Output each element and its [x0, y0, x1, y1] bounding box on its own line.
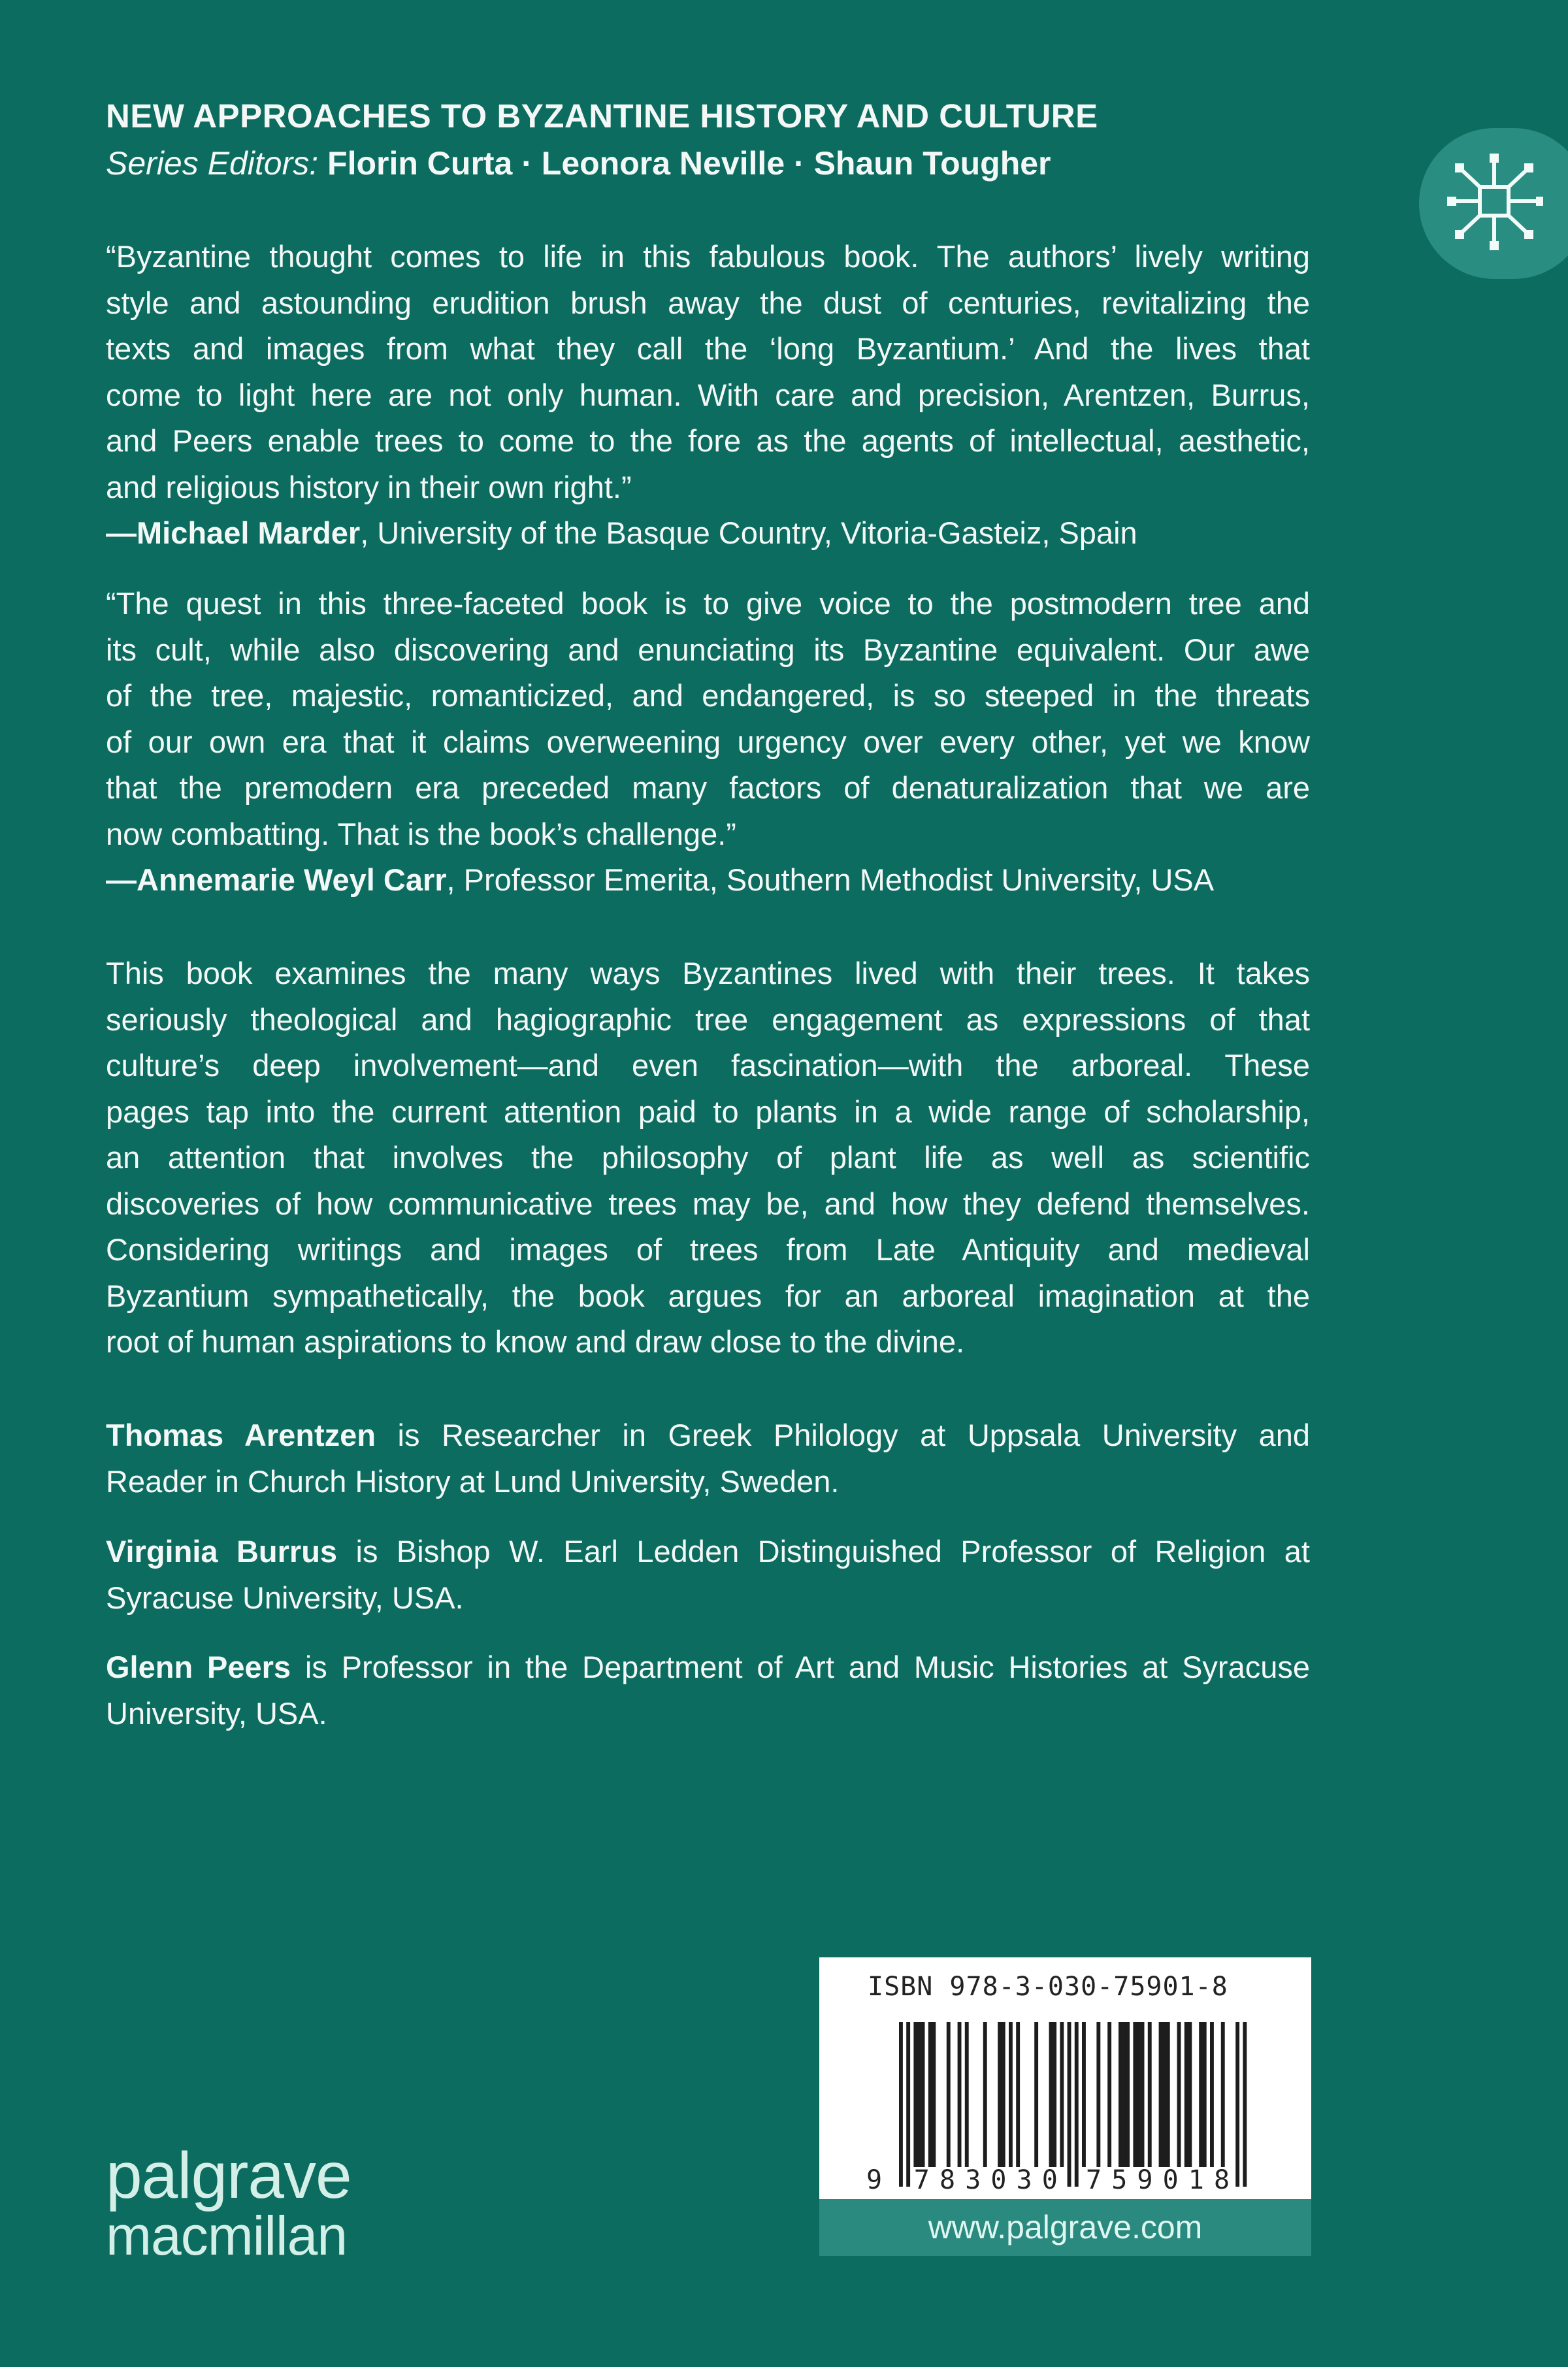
isbn-barcode	[819, 1957, 1311, 2199]
quote-line: texts and images from what they call the ‘long Byzantium.’ And the lives that	[106, 331, 1310, 366]
quote-line: that the premodern era preceded many factors of denaturalization that we are	[106, 770, 1310, 805]
quote-line: and Peers enable trees to come to the fore as the agents of intellectual, aesthetic,	[106, 423, 1310, 458]
description-line: culture’s deep involvement—and even fascination—with the arboreal. These	[106, 1048, 1310, 1083]
series-editors-names: Florin Curta · Leonora Neville · Shaun Tougher	[327, 145, 1051, 182]
bio-line: University, USA.	[106, 1695, 327, 1731]
author-name: Virginia Burrus	[106, 1534, 338, 1569]
author-name: Glenn Peers	[106, 1650, 291, 1684]
description-line: seriously theological and hagiographic tree engagement as expressions of that	[106, 1002, 1310, 1037]
barcode-bar	[998, 2022, 1002, 2167]
barcode-bar	[1199, 2022, 1203, 2167]
quote-line: and religious history in their own right.”	[106, 469, 632, 504]
description-line: pages tap into the current attention paid to plants in a wide range of scholarship,	[106, 1094, 1310, 1129]
barcode-bar	[1177, 2022, 1181, 2167]
series-editors-label: Series Editors:	[106, 145, 319, 182]
description-line: root of human aspirations to know and draw close to the divine.	[106, 1324, 965, 1359]
quote-attribution	[106, 510, 1310, 557]
barcode-digit: 8	[939, 2165, 956, 2195]
quote-attribution	[106, 857, 1310, 904]
quote-line: now combatting. That is the book’s challenge.”	[106, 816, 736, 851]
barcode-digit: 7	[913, 2165, 930, 2195]
review-quote-marder	[106, 234, 1310, 557]
attribution-affiliation: , Professor Emerita, Southern Methodist University, USA	[446, 862, 1215, 897]
bio-line	[106, 1412, 1310, 1459]
barcode-bar	[1148, 2022, 1152, 2167]
series-tab	[1419, 128, 1568, 279]
barcode-bar	[1243, 2022, 1247, 2187]
attribution-affiliation: , University of the Basque Country, Vitoria-Gasteiz, Spain	[360, 515, 1137, 550]
barcode-digit: 0	[1041, 2165, 1058, 2195]
barcode-digit: 3	[1016, 2165, 1032, 2195]
barcode-digit: 5	[1111, 2165, 1128, 2195]
description-line: Considering writings and images of trees from Late Antiquity and medieval	[106, 1232, 1310, 1267]
description-line: This book examines the many ways Byzantines lived with their trees. It takes	[106, 956, 1310, 990]
barcode-bar	[1082, 2022, 1086, 2167]
quote-line: of the tree, majestic, romanticized, and endangered, is so steeped in the threats	[106, 678, 1310, 713]
author-name: Thomas Arentzen	[106, 1418, 376, 1452]
barcode-bar	[1221, 2022, 1225, 2167]
barcode-bar	[1159, 2022, 1163, 2167]
barcode-bar	[1126, 2022, 1130, 2167]
barcode-bar	[1137, 2022, 1141, 2167]
barcode-bar	[1162, 2022, 1166, 2167]
description-line: Byzantium sympathetically, the book argues for an arboreal imagination at the	[106, 1278, 1310, 1313]
barcode-bar	[1203, 2022, 1207, 2167]
logo-palgrave: palgrave	[106, 2139, 351, 2212]
barcode-bar	[1016, 2022, 1020, 2167]
barcode-bar	[1009, 2022, 1013, 2167]
barcode-bar	[899, 2022, 903, 2187]
barcode-digit: 0	[1162, 2165, 1179, 2195]
series-title: NEW APPROACHES TO BYZANTINE HISTORY AND CULTURE	[106, 97, 1098, 135]
barcode-digit: 7	[1086, 2165, 1102, 2195]
publisher-url-band	[819, 2199, 1311, 2256]
author-bio-arentzen	[106, 1412, 1310, 1505]
barcode-bar	[1096, 2022, 1100, 2167]
author-bio-burrus	[106, 1529, 1310, 1621]
attribution-name: —Annemarie Weyl Carr	[106, 862, 447, 897]
barcode-bar	[958, 2022, 962, 2167]
quote-line: come to light here are not only human. With care and precision, Arentzen, Burrus,	[106, 377, 1310, 412]
barcode-bar	[947, 2022, 951, 2167]
barcode-bar	[906, 2022, 910, 2187]
barcode-bar	[917, 2022, 921, 2167]
description-line: discoveries of how communicative trees may be, and how they defend themselves.	[106, 1186, 1310, 1221]
barcode-digit: 3	[965, 2165, 981, 2195]
barcode-bar	[1068, 2022, 1071, 2187]
barcode-bar	[1235, 2022, 1239, 2187]
barcode-bar	[1184, 2022, 1188, 2167]
barcode-bars	[819, 1957, 1311, 2199]
quote-line: its cult, while also discovering and enunciating its Byzantine equivalent. Our awe	[106, 632, 1310, 667]
author-bio-peers	[106, 1644, 1310, 1737]
barcode-digit: 0	[990, 2165, 1007, 2195]
barcode-bar	[1049, 2022, 1053, 2167]
bio-text: is Bishop W. Earl Ledden Distinguished Professor of Religion at	[337, 1534, 1310, 1569]
attribution-name: —Michael Marder	[106, 515, 361, 550]
barcode-bar	[1060, 2022, 1064, 2167]
network-node-icon	[1445, 151, 1543, 255]
bio-text: is Researcher in Greek Philology at Uppsala University and	[376, 1418, 1311, 1452]
barcode-bar	[932, 2022, 936, 2167]
bio-line: Syracuse University, USA.	[106, 1580, 464, 1615]
publisher-url[interactable]: www.palgrave.com	[928, 2209, 1203, 2245]
bio-line	[106, 1529, 1310, 1575]
quote-line: “Byzantine thought comes to life in this fabulous book. The authors’ lively writing	[106, 239, 1310, 274]
bio-line: Reader in Church History at Lund University, Sweden.	[106, 1463, 840, 1499]
barcode-bar	[1075, 2022, 1079, 2187]
barcode-bar	[1166, 2022, 1170, 2167]
barcode-bar	[1122, 2022, 1126, 2167]
barcode-bar	[1002, 2022, 1005, 2167]
barcode-bar	[1141, 2022, 1145, 2167]
bio-line	[106, 1644, 1310, 1691]
barcode-bar	[1119, 2022, 1122, 2167]
barcode-digit: 1	[1188, 2165, 1204, 2195]
barcode-bar	[1034, 2022, 1038, 2167]
barcode-bar	[1107, 2022, 1111, 2167]
review-quote-carr	[106, 581, 1310, 904]
barcode-bar	[913, 2022, 917, 2167]
barcode-digit: 9	[1137, 2165, 1153, 2195]
barcode-bar	[1053, 2022, 1056, 2167]
barcode-bar	[1133, 2022, 1137, 2167]
barcode-bar	[928, 2022, 932, 2167]
logo-macmillan: macmillan	[106, 2205, 348, 2266]
barcode-digit: 9	[866, 2165, 883, 2195]
series-editors	[106, 142, 1051, 184]
palgrave-macmillan-logo	[106, 2139, 351, 2266]
book-description	[106, 951, 1310, 1365]
quote-line: of our own era that it claims overweening urgency over every other, yet we know	[106, 724, 1310, 759]
barcode-bar	[1188, 2022, 1192, 2167]
quote-line: style and astounding erudition brush away the dust of centuries, revitalizing the	[106, 285, 1310, 320]
barcode-digit: 8	[1214, 2165, 1230, 2195]
quote-line: “The quest in this three-faceted book is to give voice to the postmodern tree and	[106, 586, 1310, 621]
barcode-bar	[1210, 2022, 1214, 2167]
barcode-bar	[965, 2022, 969, 2167]
barcode-bar	[921, 2022, 925, 2167]
isbn-label: ISBN 978-3-030-75901-8	[868, 1972, 1228, 2002]
description-line: an attention that involves the philosophy of plant life as well as scientific	[106, 1140, 1310, 1175]
barcode-bar	[983, 2022, 987, 2167]
bio-text: is Professor in the Department of Art and Music Histories at Syracuse	[291, 1650, 1310, 1684]
